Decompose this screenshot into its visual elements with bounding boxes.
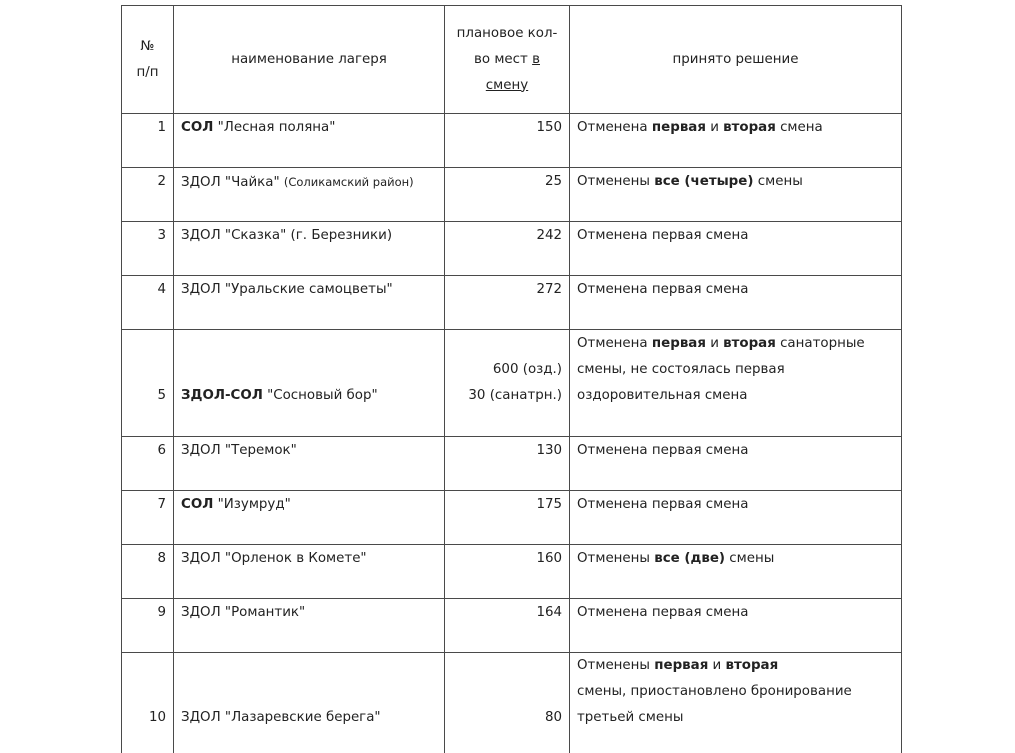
camp-capacity: 150	[445, 114, 570, 168]
table-row	[122, 330, 902, 437]
camp-decision: Отменена первая смена	[570, 437, 902, 491]
camp-decision: Отменены первая и вторая смены, приостановлено бронирование третьей смены	[570, 653, 902, 753]
camp-decision: Отменена первая смена	[570, 276, 902, 330]
header-capacity: плановое кол- во мест в смену	[445, 6, 570, 114]
row-number: 5	[122, 330, 174, 437]
camp-name: ЗДОЛ "Лазаревские берега"	[174, 653, 445, 753]
row-number: 7	[122, 491, 174, 545]
row-number: 8	[122, 545, 174, 599]
camp-decision: Отменена первая и вторая санаторные смены, не состоялась первая оздоровительная смена	[570, 330, 902, 437]
camp-name: ЗДОЛ "Сказка" (г. Березники)	[174, 222, 445, 276]
camps-table	[121, 5, 902, 753]
camp-name: ЗДОЛ "Чайка" (Соликамский район)	[174, 168, 445, 222]
row-number: 9	[122, 599, 174, 653]
camp-capacity: 80	[445, 653, 570, 753]
camp-capacity: 272	[445, 276, 570, 330]
camp-name: ЗДОЛ "Уральские самоцветы"	[174, 276, 445, 330]
camp-name: ЗДОЛ-СОЛ "Сосновый бор"	[174, 330, 445, 437]
camp-decision: Отменена первая и вторая смена	[570, 114, 902, 168]
camp-name: ЗДОЛ "Теремок"	[174, 437, 445, 491]
table-row	[122, 599, 902, 653]
row-number: 4	[122, 276, 174, 330]
table-row	[122, 653, 902, 753]
camp-name: ЗДОЛ "Романтик"	[174, 599, 445, 653]
table-row	[122, 437, 902, 491]
camp-name: СОЛ "Лесная поляна"	[174, 114, 445, 168]
camp-decision: Отменена первая смена	[570, 491, 902, 545]
header-decision: принято решение	[570, 6, 902, 114]
table-row	[122, 114, 902, 168]
header-number: № п/п	[122, 6, 174, 114]
camp-decision: Отменены все (четыре) смены	[570, 168, 902, 222]
camp-name: ЗДОЛ "Орленок в Комете"	[174, 545, 445, 599]
camp-name: СОЛ "Изумруд"	[174, 491, 445, 545]
camp-capacity: 164	[445, 599, 570, 653]
camp-capacity: 160	[445, 545, 570, 599]
row-number: 3	[122, 222, 174, 276]
table-row	[122, 168, 902, 222]
camp-capacity: 242	[445, 222, 570, 276]
camp-decision: Отменены все (две) смены	[570, 545, 902, 599]
table-row	[122, 276, 902, 330]
camp-capacity: 600 (озд.) 30 (санатрн.)	[445, 330, 570, 437]
camp-capacity: 175	[445, 491, 570, 545]
header-camp-name: наименование лагеря	[174, 6, 445, 114]
table-row	[122, 222, 902, 276]
table-row	[122, 545, 902, 599]
row-number: 1	[122, 114, 174, 168]
camp-capacity: 25	[445, 168, 570, 222]
row-number: 2	[122, 168, 174, 222]
row-number: 10	[122, 653, 174, 753]
header-row	[122, 6, 902, 114]
row-number: 6	[122, 437, 174, 491]
table-row	[122, 491, 902, 545]
camp-decision: Отменена первая смена	[570, 222, 902, 276]
camp-capacity: 130	[445, 437, 570, 491]
camp-decision: Отменена первая смена	[570, 599, 902, 653]
